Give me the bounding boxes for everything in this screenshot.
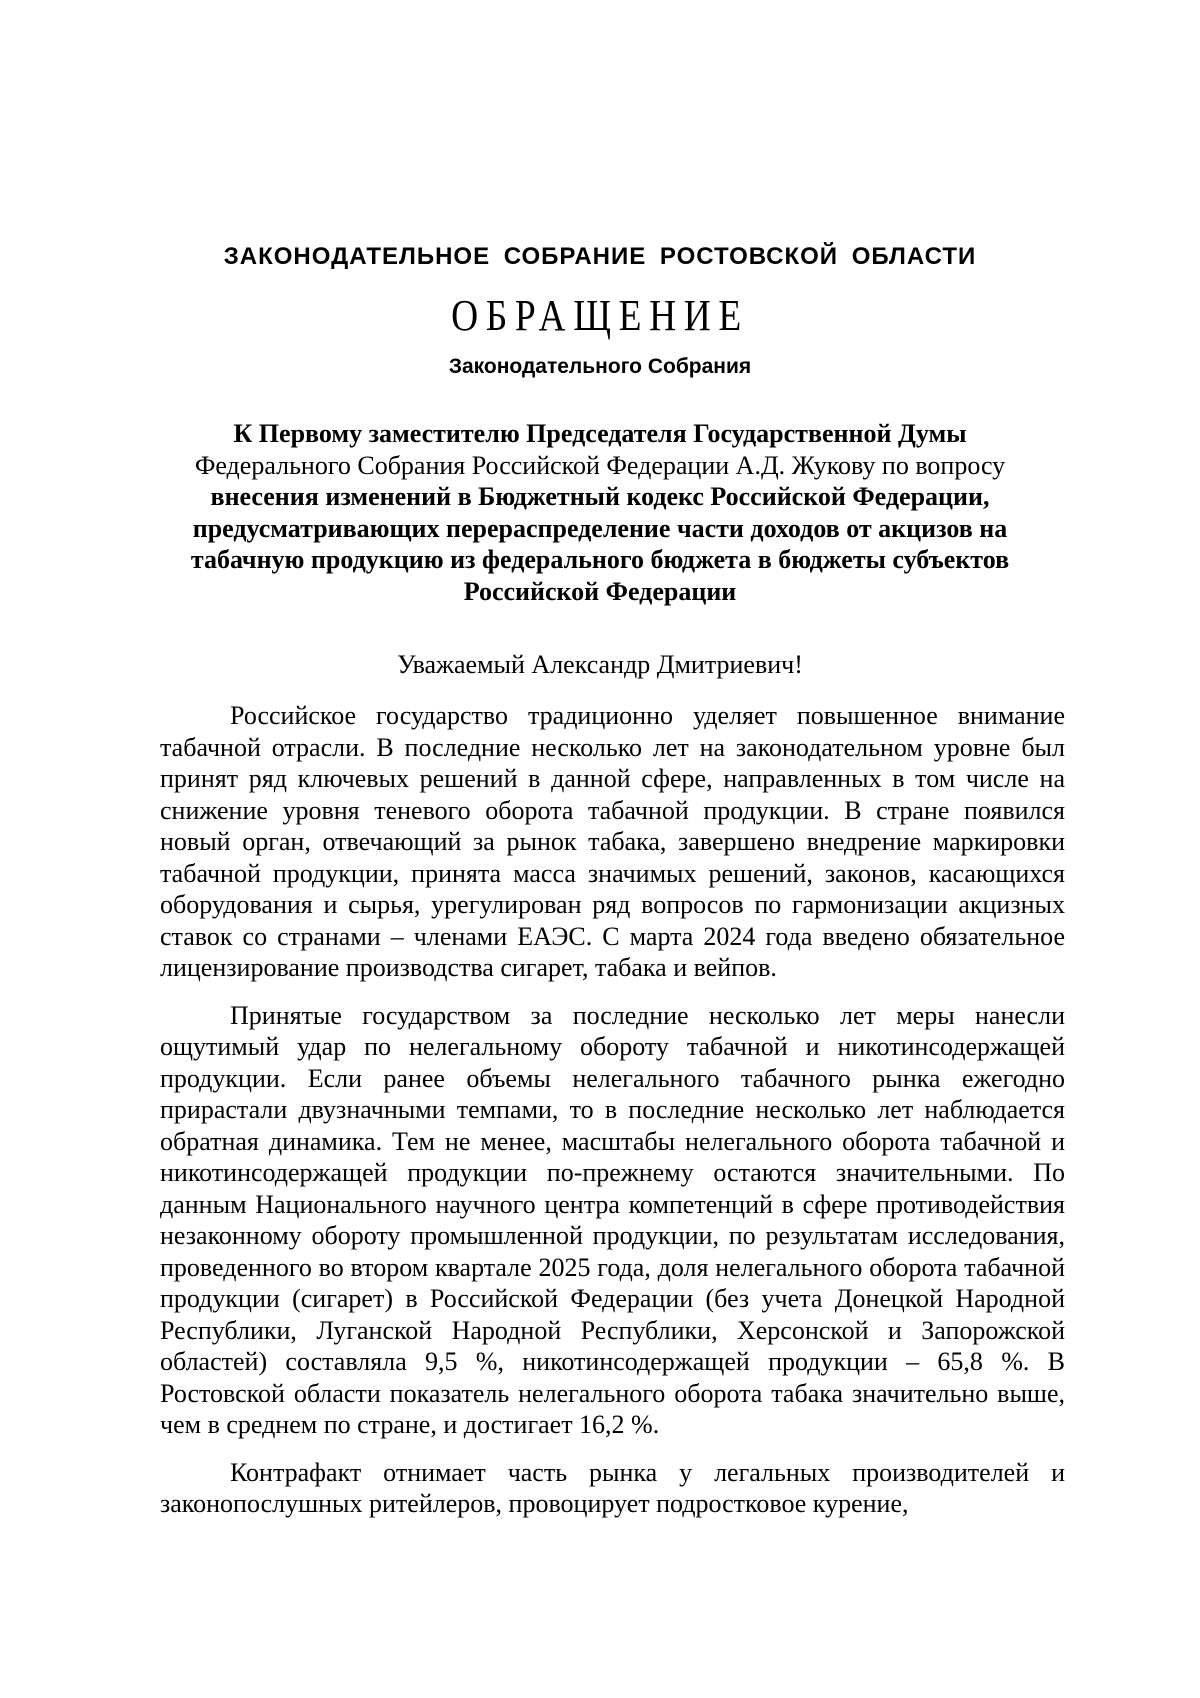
addressee-line-1: К Первому заместителю Председателя Государственной Думы	[233, 419, 967, 448]
greeting: Уважаемый Александр Дмитриевич!	[397, 650, 803, 679]
organization-heading: ЗАКОНОДАТЕЛЬНОЕ СОБРАНИЕ РОСТОВСКОЙ ОБЛАСТИ	[223, 243, 977, 270]
document-type-title: ОБРАЩЕНИЕ	[451, 291, 749, 340]
addressee-line-2: Федерального Собрания Российской Федерации А.Д. Жукову по вопросу	[194, 450, 1006, 480]
letter-body	[160, 700, 1065, 1536]
body-paragraph: Российское государство традиционно уделяет повышенное внимание табачной отрасли. В последние несколько лет на законодательном уровне был принят ряд ключевых решений в данной сфере, направленных в том числе на снижение уровня теневого оборота табачной продукции. В стране появился новый орган, отвечающий за рынок табака, завершено внедрение маркировки табачной продукции, принята масса значимых решений, законов, касающихся оборудования и сырья, урегулирован ряд вопросов по гармонизации акцизных ставок со странами – членами ЕАЭС. С марта 2024 года введено обязательное лицензирование производства сигарет, табака и вейпов.	[160, 701, 1065, 982]
document-subtitle: Законодательного Собрания	[448, 355, 752, 378]
body-paragraph: Контрафакт отнимает часть рынка у легальных производителей и законопослушных ритейлеров, провоцирует подростковое курение,	[160, 1457, 1065, 1518]
addressee-block	[150, 418, 1050, 607]
addressee-topic: внесения изменений в Бюджетный кодекс Российской Федерации, предусматривающих перераспределение части доходов от акцизов на табачную продукцию из федерального бюджета в бюджеты субъектов Российской Федерации	[190, 482, 1010, 606]
body-paragraph: Принятые государством за последние несколько лет меры нанесли ощутимый удар по нелегальному обороту табачной и никотинсодержащей продукции. Если ранее объемы нелегального табачного рынка ежегодно прирастали двузначными темпами, то в последние несколько лет наблюдается обратная динамика. Тем не менее, масштабы нелегального оборота табачной и никотинсодержащей продукции по-прежнему остаются значительными. По данным Национального научного центра компетенций в сфере противодействия незаконному обороту промышленной продукции, по результатам исследования, проведенного во втором квартале 2025 года, доля нелегального оборота табачной продукции (сигарет) в Российской Федерации (без учета Донецкой Народной Республики, Луганской Народной Республики, Херсонской и Запорожской областей) составляла 9,5 %, никотинсодержащей продукции – 65,8 %. В Ростовской области показатель нелегального оборота табака значительно выше, чем в среднем по стране, и достигает 16,2 %.	[160, 1000, 1065, 1439]
